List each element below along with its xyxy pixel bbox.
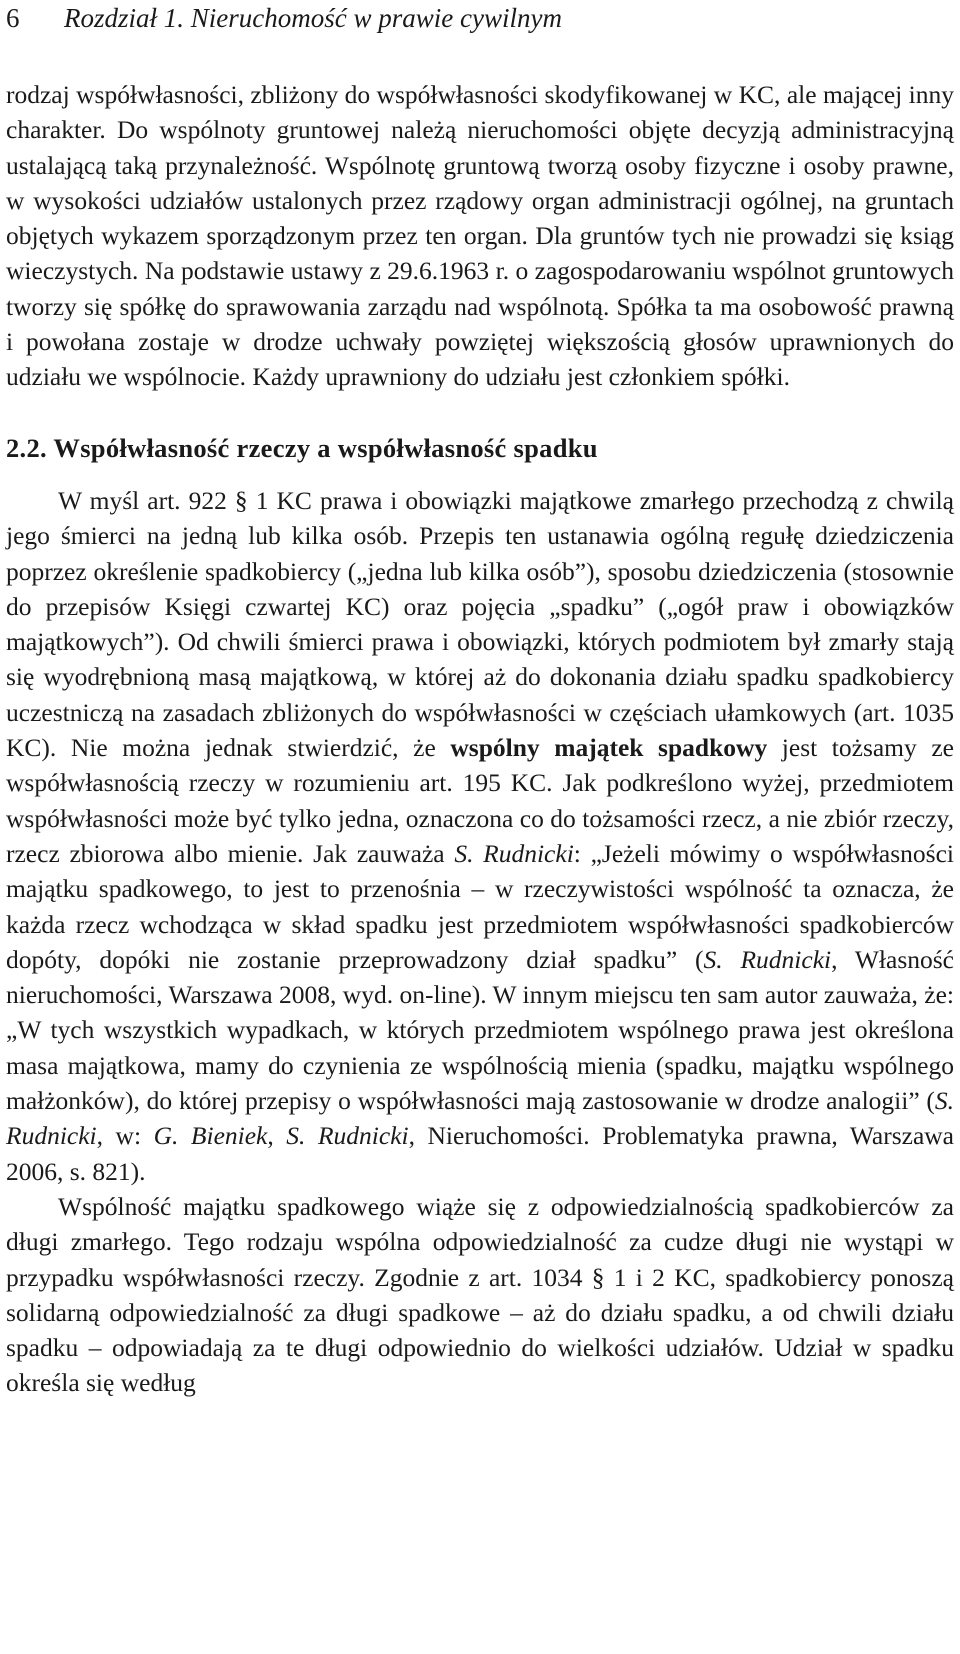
running-title: Rozdział 1. Nieruchomość w prawie cywilnym [64, 3, 562, 33]
running-header [6, 2, 930, 34]
author-name: S. Rudnicki [703, 944, 832, 974]
paragraph-continuation: rodzaj współwłasności, zbliżony do współwłasności skodyfikowanej w KC, ale mającej inny charakter. Do wspólnoty gruntowej należą nieruchomości objęte decyzją administracyjną ustalającą taką przynależność. Wspólnotę gruntową tworzą osoby fizyczne i osoby prawne, w wysokości udziałów ustalonych przez rządowy organ administracji ogólnej, na gruntach objętych wykazem sporządzonym przez ten organ. Dla gruntów tych nie prowadzi się ksiąg wieczystych. Na podstawie ustawy z 29.6.1963 r. o zagospodarowaniu wspólnot gruntowych tworzy się spółkę do sprawowania zarządu nad wspólnotą. Spółka ta ma osobowość prawną i powołana zostaje w drodze uchwały powziętej większością głosów uprawnionych do udziału we wspólnocie. Każdy uprawniony do udziału jest członkiem spółki. [6, 80, 954, 392]
author-name: S. Rudnicki [454, 838, 574, 868]
author-name: S. Rudnicki [6, 1086, 954, 1151]
paragraph-text: , [267, 1121, 287, 1151]
section-heading: 2.2. Współwłasność rzeczy a współwłasność spadku [6, 432, 598, 463]
paragraph-inheritance [6, 483, 954, 1189]
author-name: G. Bieniek [153, 1121, 268, 1151]
paragraph-text: , Nieruchomości. Problematyka prawna, Warszawa 2006, s. 821). [6, 1121, 954, 1186]
paragraph-text: , w: [96, 1121, 154, 1151]
paragraph-text: jest tożsamy ze współwłasnością rzeczy w rozumieniu art. 195 KC. Jak podkreślono wyżej, przedmiotem współwłasności może być tylko jedna, oznaczona co do tożsamości rzecz, a nie zbiór rzeczy, rzecz zbiorowa albo mienie. Jak zauważa [6, 733, 954, 868]
bold-term: wspólny majątek spadkowy [450, 733, 768, 763]
paragraph-text: W myśl art. 922 § 1 KC prawa i obowiązki majątkowe zmarłego przechodzą z chwilą jego śmierci na jedną lub kilka osób. Przepis ten ustanawia ogólną regułę dziedziczenia poprzez określenie spadkobiercy („jedna lub kilka osób”), sposobu dziedziczenia (stosownie do przepisów Księgi czwartej KC) oraz pojęcia „spadku” („ogół praw i obowiązków majątkowych”). Od chwili śmierci prawa i obowiązki, których podmiotem był zmarły stają się wyodrębnioną masą majątkową, w której aż do dokonania działu spadku spadkobiercy uczestniczą na zasadach zbliżonych do współwłasności w częściach ułamkowych (art. 1035 KC). Nie można jednak stwierdzić, że [6, 485, 954, 763]
paragraph-text: , Własność nieruchomości, Warszawa 2008, wyd. on-line). W innym miejscu ten sam autor zauważa, że: „W tych wszystkich wypadkach, w których przedmiotem wspólnego prawa jest określona masa majątkowa, mamy do czynienia ze wspólnością mienia (spadku, majątku wspólnego małżonków), do której przepisy o współwłasności mają zastosowanie w drodze analogii” ( [6, 944, 954, 1116]
page-number: 6 [6, 3, 20, 33]
paragraph-liability: Wspólność majątku spadkowego wiąże się z odpowiedzialnością spadkobierców za długi zmarłego. Tego rodzaju wspólna odpowiedzialność za cudze długi nie wystąpi w przypadku współwłasności rzeczy. Zgodnie z art. 1034 § 1 i 2 KC, spadkobiercy ponoszą solidarną odpowiedzialność za długi spadkowe – aż do działu spadku, a od chwili działu spadku – odpowiadają za te długi odpowiednio do wielkości udziałów. Udział w spadku określa się według [6, 1191, 954, 1398]
document-body [6, 77, 954, 1401]
author-name: S. Rudnicki [286, 1121, 409, 1151]
paragraph-text: : „Jeżeli mówimy o współwłasności majątku spadkowego, to jest to przenośnia – w rzeczywistości wspólność ta oznacza, że każda rzecz wchodząca w skład spadku jest przedmiotem współwłasności spadkobierców dopóty, dopóki nie zostanie przeprowadzony dział spadku” ( [6, 838, 954, 974]
